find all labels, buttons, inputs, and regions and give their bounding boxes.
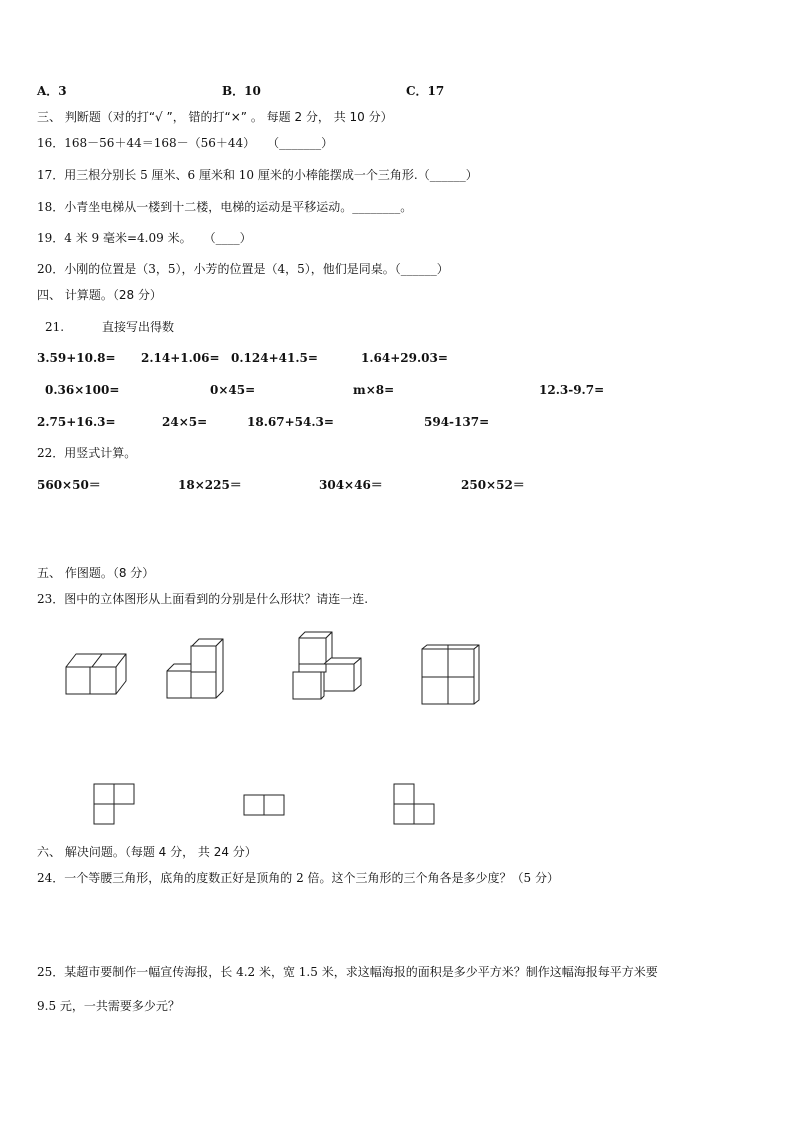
cube-front-face	[293, 672, 321, 699]
question-20: 20．小刚的位置是（3，5），小芳的位置是（4，5），他们是同桌。（______）	[37, 262, 449, 276]
cube-front-face	[448, 649, 474, 677]
view-square	[94, 784, 114, 804]
question-25-line1: 25．某超市要制作一幅宣传海报，长 4.2 米，宽 1.5 米，求这幅海报的面积是多少平方米？制作这幅海报每平方米要	[37, 965, 658, 979]
view-square	[394, 804, 414, 824]
cube-top-face	[167, 664, 192, 671]
view-square	[114, 784, 134, 804]
vertical-calc-item: 18×225＝	[178, 478, 242, 492]
calc-item: 0×45=	[210, 383, 256, 397]
calc-item: 18.67+54.3=	[247, 415, 334, 429]
question-21-title: 直接写出得数	[102, 320, 175, 334]
cube-side-face	[321, 669, 324, 699]
view-square	[94, 804, 114, 824]
calc-item: 12.3-9.7=	[539, 383, 605, 397]
calc-item: 594-137=	[424, 415, 490, 429]
vertical-calc-item: 560×50＝	[37, 478, 101, 492]
question-23: 23．图中的立体图形从上面看到的分别是什么形状？请连一连.	[37, 592, 369, 606]
question-16: 16．168－56＋44＝168－（56＋44） （_______）	[37, 136, 334, 150]
choice-c: C．17	[406, 84, 445, 98]
calc-item: m×8=	[353, 383, 395, 397]
view-square	[244, 795, 264, 815]
view-square	[394, 784, 414, 804]
top-view-1	[93, 783, 137, 827]
section4-title: 四、 计算题。（28 分）	[37, 288, 162, 302]
solid-figure-4	[418, 643, 484, 707]
cube-front-face	[422, 677, 448, 704]
cube-front-face	[191, 646, 216, 672]
question-24: 24．一个等腰三角形，底角的度数正好是顶角的 2 倍。这个三角形的三个角各是多少度？（5 分）	[37, 871, 559, 885]
cube-front-face	[448, 677, 474, 704]
cube-front-face	[324, 664, 354, 691]
cube-top-face	[422, 645, 479, 649]
calc-item: 24×5=	[162, 415, 208, 429]
view-square	[264, 795, 284, 815]
choice-a: A．3	[37, 84, 67, 98]
calc-item: 0.124+41.5=	[231, 351, 318, 365]
view-square	[414, 804, 434, 824]
section5-title: 五、 作图题。（8 分）	[37, 566, 155, 580]
calc-item: 3.59+10.8=	[37, 351, 116, 365]
cube-front-face	[66, 667, 92, 694]
calc-item: 2.75+16.3=	[37, 415, 116, 429]
question-25-line2: 9.5 元，一共需要多少元？	[37, 999, 180, 1013]
solid-figure-1	[60, 648, 130, 698]
vertical-calc-item: 304×46＝	[319, 478, 383, 492]
cube-side-face	[216, 639, 223, 698]
calc-item: 2.14+1.06=	[141, 351, 220, 365]
calc-item: 1.64+29.03=	[361, 351, 448, 365]
section6-title: 六、 解决问题。（每题 4 分， 共 24 分）	[37, 845, 257, 859]
cube-front-face	[299, 664, 326, 672]
cube-front-face	[191, 671, 216, 698]
calc-item: 0.36×100=	[45, 383, 120, 397]
question-22-title: 22．用竖式计算。	[37, 446, 137, 460]
vertical-calc-item: 250×52＝	[461, 478, 525, 492]
section3-title: 三、 判断题（对的打“√ ”， 错的打“×” 。 每题 2 分， 共 10 分）	[37, 110, 393, 124]
cube-side-face	[474, 645, 479, 704]
choice-b: B．10	[222, 84, 261, 98]
solid-figure-2	[162, 636, 232, 702]
cube-side-face	[354, 658, 361, 691]
cube-front-face	[422, 649, 448, 677]
question-21-number: 21.	[45, 320, 65, 334]
solid-figure-3	[287, 628, 365, 702]
question-17: 17．用三根分别长 5 厘米、6 厘米和 10 厘米的小棒能摆成一个三角形.（______）	[37, 168, 478, 182]
question-18: 18．小青坐电梯从一楼到十二楼，电梯的运动是平移运动。________。	[37, 200, 413, 214]
top-view-3	[393, 783, 437, 827]
cube-front-face	[299, 638, 326, 664]
top-view-2	[243, 794, 287, 818]
cube-front-face	[167, 671, 192, 698]
cube-front-face	[90, 667, 116, 694]
question-19: 19．4 米 9 毫米=4.09 米。 （____）	[37, 231, 252, 245]
